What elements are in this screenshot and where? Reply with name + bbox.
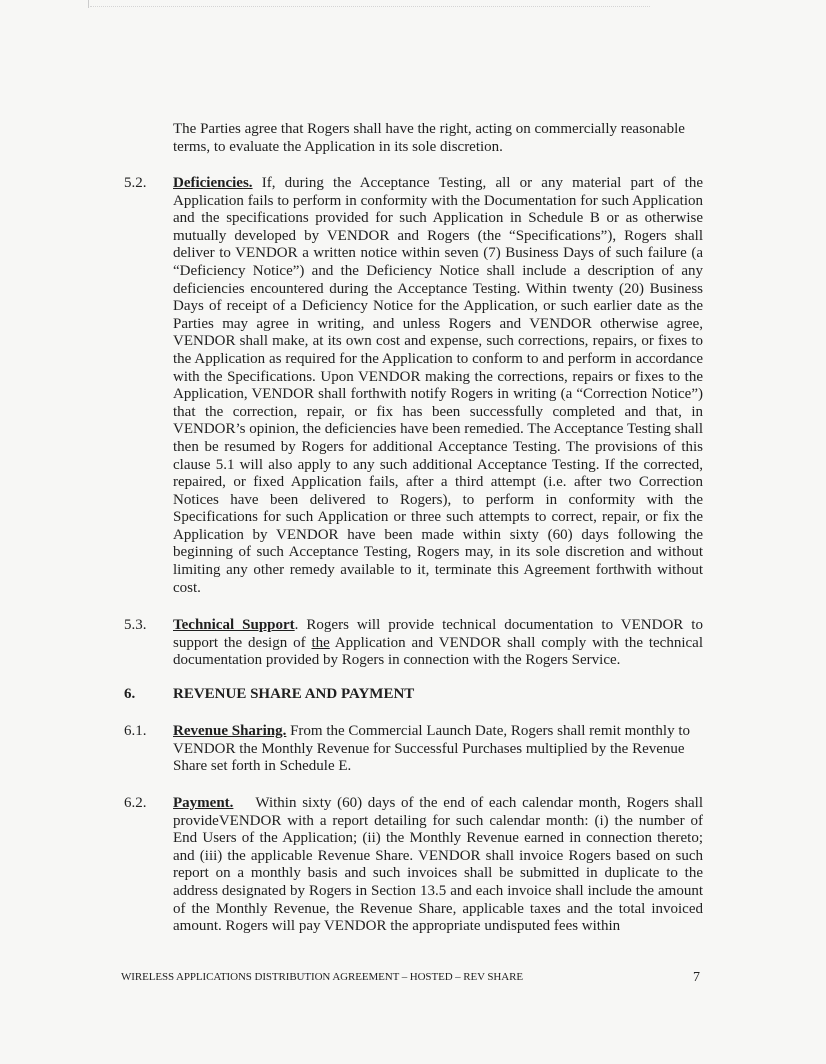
scan-artifact-mark (88, 0, 89, 8)
section-6-2-body: Within sixty (60) days of the end of each calendar month, Rogers shall provideVENDOR with a report detailing for such calendar month: (i) the number of End Users of the Application; (ii) the Monthly Revenue earned in connection thereto; and (iii) the applicable Revenue Share. VENDOR shall invoice Rogers based on such report on a monthly basis and such invoices shall be submitted in duplicate to the address designated by Rogers in Section 13.5 and each invoice shall include the amount of the Monthly Revenue, the Revenue Share, applicable taxes and the total invoiced amount. Rogers will pay VENDOR the appropriate undisputed fees within (173, 795, 703, 935)
page-footer: WIRELESS APPLICATIONS DISTRIBUTION AGREEMENT – HOSTED – REV SHARE (121, 971, 523, 983)
section-6-1-number: 6.1. (124, 723, 147, 739)
section-5-3-title: Technical Support (173, 617, 295, 633)
section-6-1-body: From the Commercial Launch Date, Rogers shall remit monthly to VENDOR the Monthly Revenue for Successful Purchases multiplied by the Revenue Share set forth in Schedule E. (173, 723, 691, 775)
section-6-2-number: 6.2. (124, 795, 147, 811)
section-5-3-paragraph (173, 617, 703, 670)
page-number: 7 (693, 970, 700, 985)
section-5-3-body-part1: . Rogers will provide technical documentation to VENDOR to support the design of (173, 617, 703, 651)
section-5-3-underlined-word: the (311, 634, 330, 651)
section-5-2-paragraph (173, 175, 703, 597)
scan-artifact-line (90, 0, 650, 7)
section-6-number: 6. (124, 686, 136, 702)
section-6-2-paragraph (173, 795, 703, 936)
intro-line-2: terms, to evaluate the Application in its sole discretion. (173, 138, 503, 155)
section-5-3-body-part2: Application and VENDOR shall comply with the technical documentation provided by Rogers in connection with the Rogers Service. (173, 634, 703, 669)
section-5-3-number: 5.3. (124, 617, 147, 633)
section-6-1-paragraph (173, 723, 703, 776)
section-6-heading: REVENUE SHARE AND PAYMENT (173, 686, 415, 702)
section-5-2-number: 5.2. (124, 175, 147, 191)
section-6-1-title: Revenue Sharing. (173, 723, 287, 739)
section-6-2-title: Payment. (173, 795, 234, 811)
section-5-2-title: Deficiencies. (173, 175, 253, 191)
intro-line-1: The Parties agree that Rogers shall have the right, acting on commercially reasonable (173, 121, 685, 137)
intro-paragraph (173, 121, 703, 156)
section-5-2-body: If, during the Acceptance Testing, all or any material part of the Application fails to perform in conformity with the Documentation for such Application and the specifications provided for such Application in Schedule B or as otherwise mutually developed by VENDOR and Rogers (the “Specifications”), Rogers shall deliver to VENDOR a written notice within seven (7) Business Days of such failure (a “Deficiency Notice”) and the Deficiency Notice shall include a description of any deficiencies encountered during the Acceptance Testing. Within twenty (20) Business Days of receipt of a Deficiency Notice for the Application, or such earlier date as the Parties may agree in writing, and unless Rogers and VENDOR otherwise agree, VENDOR shall make, at its own cost and expense, such corrections, repairs, or fixes to the Application as required for the Application to conform to and perform in accordance with the Specifications. Upon VENDOR making the corrections, repairs or fixes to the Application, VENDOR shall forthwith notify Rogers in writing (a “Correction Notice”) that the correction, repair, or fix has been successfully completed and that, in VENDOR’s opinion, the deficiencies have been remedied. The Acceptance Testing shall then be resumed by Rogers for additional Acceptance Testing. The provisions of this clause 5.1 will also apply to any such additional Acceptance Testing. If the corrected, repaired, or fixed Application fails, after a third attempt (i.e. after two Correction Notices have been delivered to Rogers), to perform in conformity with the Specifications for such Application or three such attempts to correct, repair, or fix the Application by VENDOR have been made within sixty (60) days following the beginning of such Acceptance Testing, Rogers may, in its sole discretion and without limiting any other remedy available to it, terminate this Agreement forthwith without cost. (173, 175, 703, 596)
